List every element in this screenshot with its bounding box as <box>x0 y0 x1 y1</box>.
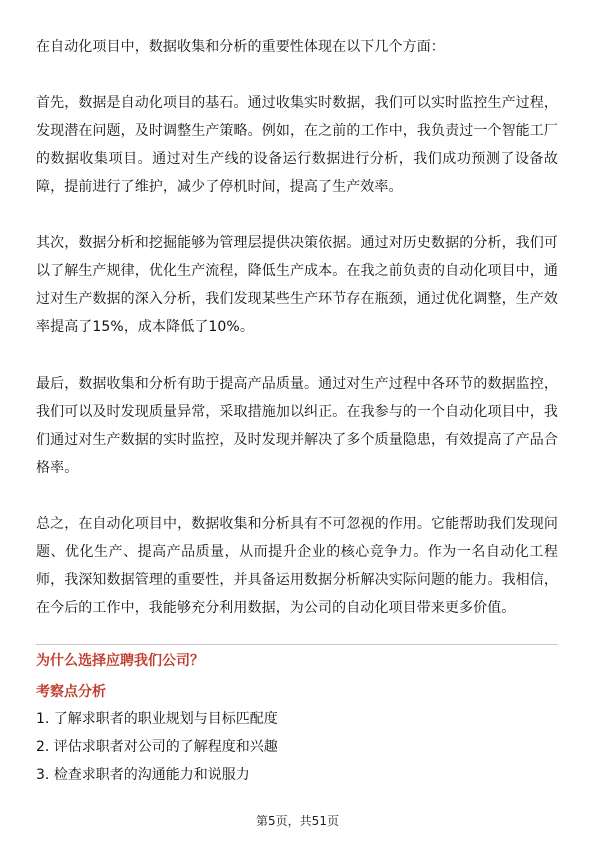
list-item: 2. 评估求职者对公司的了解程度和兴趣 <box>36 739 278 755</box>
section-divider <box>36 644 558 645</box>
body-paragraph-3: 最后，数据收集和分析有助于提高产品质量。通过对生产过程中各环节的数据监控，我们可以及时发现质量异常，采取措施加以纠正。在我参与的一个自动化项目中，我们通过对生产数据的实时监控，及时发现并解决了多个质量隐患，有效提高了产品合格率。 <box>36 376 558 476</box>
intro-paragraph: 在自动化项目中，数据收集和分析的重要性体现在以下几个方面： <box>36 39 445 55</box>
body-paragraph-1: 首先，数据是自动化项目的基石。通过收集实时数据，我们可以实时监控生产过程，发现潜在问题，及时调整生产策略。例如，在之前的工作中，我负责过一个智能工厂的数据收集项目。通过对生产线的设备运行数据进行分析，我们成功预测了设备故障，提前进行了维护，减少了停机时间，提高了生产效率。 <box>36 95 558 195</box>
page-number: 第5页，共51页 <box>256 814 339 828</box>
body-paragraph-2: 其次，数据分析和挖掘能够为管理层提供决策依据。通过对历史数据的分析，我们可以了解生产规律，优化生产流程，降低生产成本。在我之前负责的自动化项目中，通过对生产数据的深入分析，我们发现某些生产环节存在瓶颈，通过优化调整，生产效率提高了15%，成本降低了10%。 <box>36 235 558 335</box>
body-paragraph-4: 总之，在自动化项目中，数据收集和分析具有不可忽视的作用。它能帮助我们发现问题、优化生产、提高产品质量，从而提升企业的核心竞争力。作为一名自动化工程师，我深知数据管理的重要性，并具备运用数据分析解决实际问题的能力。我相信，在今后的工作中，我能够充分利用数据，为公司的自动化项目带来更多价值。 <box>36 516 558 616</box>
analysis-points-list <box>36 705 278 789</box>
list-item: 1. 了解求职者的职业规划与目标匹配度 <box>36 711 278 727</box>
analysis-heading: 考察点分析 <box>36 684 106 700</box>
list-item: 3. 检查求职者的沟通能力和说服力 <box>36 767 250 783</box>
question-title: 为什么选择应聘我们公司？ <box>36 653 204 669</box>
